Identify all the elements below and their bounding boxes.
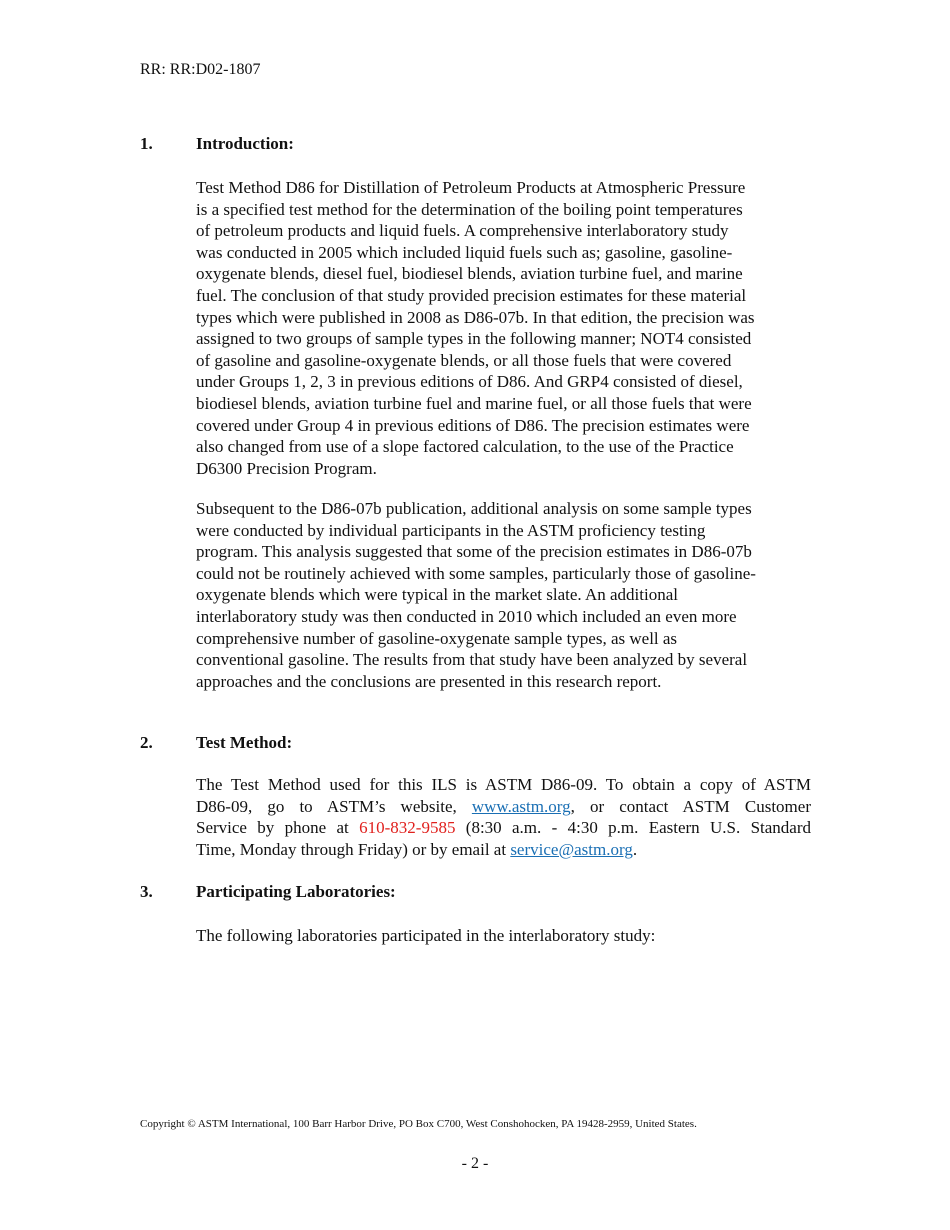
text-line: conventional gasoline. The results from that study have been analyzed by several bbox=[196, 650, 748, 670]
section-heading-participating-laboratories bbox=[140, 881, 396, 903]
text-line: The following laboratories participated in the interlaboratory study: bbox=[196, 926, 656, 945]
section-title: Introduction: bbox=[196, 134, 294, 153]
text-line: approaches and the conclusions are presented in this research report. bbox=[196, 671, 662, 691]
section-number: 1. bbox=[140, 134, 153, 153]
intro-paragraph-2 bbox=[196, 498, 756, 692]
text-line: assigned to two groups of sample types in the following manner; NOT4 consisted bbox=[196, 329, 752, 349]
service-email-link[interactable]: service@astm.org bbox=[510, 839, 633, 859]
text-line: program. This analysis suggested that some of the precision estimates in D86-07b bbox=[196, 542, 752, 562]
section-title: Participating Laboratories: bbox=[196, 882, 396, 901]
section-title: Test Method: bbox=[196, 733, 293, 752]
phone-number: 610-832-9585 bbox=[359, 818, 456, 838]
astm-website-link[interactable]: www.astm.org bbox=[471, 796, 571, 816]
section-heading-introduction bbox=[140, 133, 294, 155]
text-line: biodiesel blends, aviation turbine fuel and marine fuel, or all those fuels that were bbox=[196, 393, 752, 413]
text-line: interlaboratory study was then conducted in 2010 which included an even more bbox=[196, 606, 737, 626]
text-line: fuel. The conclusion of that study provided precision estimates for these material bbox=[196, 285, 747, 305]
text-line: types which were published in 2008 as D86-07b. In that edition, the precision was bbox=[196, 307, 755, 327]
text-line: Test Method D86 for Distillation of Petroleum Products at Atmospheric Pressure bbox=[196, 178, 746, 197]
copyright-footer: Copyright © ASTM International, 100 Barr Harbor Drive, PO Box C700, West Conshohocken, PA 19428-2959, United States. bbox=[140, 1118, 697, 1130]
text-line: covered under Group 4 in previous editions of D86. The precision estimates were bbox=[196, 415, 750, 435]
section-number: 3. bbox=[140, 882, 153, 901]
text-line: oxygenate blends, diesel fuel, biodiesel blends, aviation turbine fuel, and marine bbox=[196, 264, 743, 284]
text-line: was conducted in 2005 which included liquid fuels such as; gasoline, gasoline- bbox=[196, 242, 733, 262]
text-line: D86-09, go to ASTM’s website, www.astm.org, or contact ASTM Customer bbox=[196, 796, 811, 816]
report-id-header: RR: RR:D02-1807 bbox=[140, 61, 261, 78]
text-line: of gasoline and gasoline-oxygenate blends, or all those fuels that were covered bbox=[196, 350, 732, 370]
text-line: of petroleum products and liquid fuels. A comprehensive interlaboratory study bbox=[196, 221, 729, 241]
text-line: Subsequent to the D86-07b publication, additional analysis on some sample types bbox=[196, 499, 752, 518]
text-line: could not be routinely achieved with some samples, particularly those of gasoline- bbox=[196, 563, 756, 583]
intro-paragraph-1 bbox=[196, 177, 755, 479]
text-line: comprehensive number of gasoline-oxygenate sample types, as well as bbox=[196, 628, 678, 648]
text-line: Time, Monday through Friday) or by email at service@astm.org. bbox=[196, 839, 638, 859]
participating-labs-paragraph bbox=[196, 925, 655, 947]
page-number: - 2 - bbox=[461, 1155, 489, 1172]
text-line: oxygenate blends which were typical in the market slate. An additional bbox=[196, 585, 678, 605]
text-line: were conducted by individual participants in the ASTM proficiency testing bbox=[196, 520, 706, 540]
section-heading-test-method bbox=[140, 732, 292, 754]
section-number: 2. bbox=[140, 733, 153, 752]
text-line: also changed from use of a slope factored calculation, to the use of the Practice bbox=[196, 437, 734, 457]
test-method-paragraph bbox=[196, 774, 811, 860]
text-line: under Groups 1, 2, 3 in previous editions of D86. And GRP4 consisted of diesel, bbox=[196, 372, 743, 392]
text-line: D6300 Precision Program. bbox=[196, 458, 377, 478]
text-line: is a specified test method for the determination of the boiling point temperatures bbox=[196, 199, 743, 219]
text-line: The Test Method used for this ILS is ASTM D86-09. To obtain a copy of ASTM bbox=[196, 775, 811, 794]
text-line: Service by phone at 610-832-9585 (8:30 a.m. - 4:30 p.m. Eastern U.S. Standard bbox=[196, 818, 811, 838]
